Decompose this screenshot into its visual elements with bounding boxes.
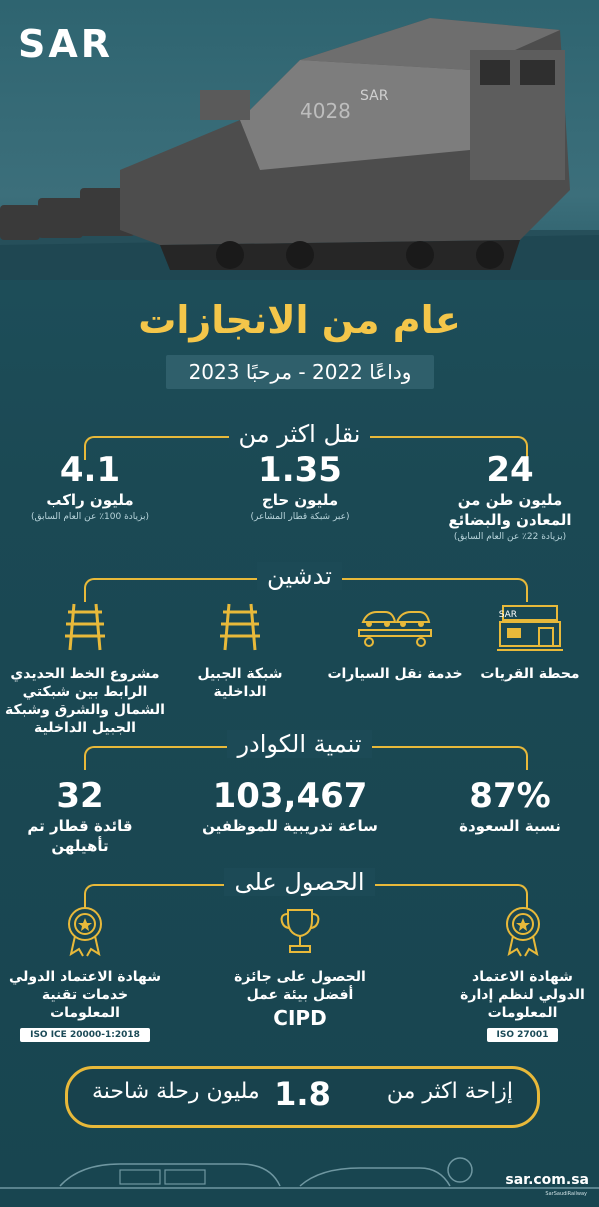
truck-prefix: إزاحة اكثر من [386, 1079, 513, 1104]
loco-number: 4028 [300, 99, 351, 123]
iso-27001-badge: ISO 27001 [487, 1028, 559, 1042]
truck-number: 1.8 [274, 1075, 331, 1113]
certificate-badge-icon [63, 904, 107, 958]
launch-item-rail-link: مشروع الخط الحديدي الرابط بين شبكتي الشمال والشرق وشبكة الجبيل الداخلية [5, 600, 165, 737]
stat-minerals: 24 مليون طن من المعادن والبضائع (بزيادة 22٪ عن العام السابق) [448, 450, 572, 542]
stat-saudization: 87% نسبة السعودة [459, 776, 561, 835]
page-title: عام من الانجازات [138, 298, 461, 342]
cipd-label: CIPD [273, 1006, 327, 1030]
certificate-badge-icon [501, 904, 545, 958]
stat-passengers: 4.1 مليون راكب (بزيادة 100٪ عن العام السابق) [30, 450, 150, 522]
sar-logo: SAR [18, 22, 114, 66]
stat-training-hours: 103,467 ساعة تدريبية للموظفين [202, 776, 378, 835]
launch-item-jubail-network: شبكة الجبيل الداخلية [170, 600, 310, 701]
launch-item-car-service: خدمة نقل السيارات [325, 600, 465, 683]
obtain-section-label: الحصول على [0, 868, 599, 896]
truck-suffix: مليون رحلة شاحنة [92, 1079, 260, 1104]
truck-trips-highlight [65, 1066, 540, 1128]
rail-track-icon [60, 600, 110, 655]
page-subtitle: وداعًا 2022 - مرحبًا 2023 [166, 355, 434, 389]
rail-track-icon [215, 600, 265, 655]
award-iso20000: شهادة الاعتماد الدولي خدمات تقنية المعلومات ISO ICE 20000-1:2018 [5, 904, 165, 1042]
iso-20000-badge: ISO ICE 20000-1:2018 [20, 1028, 150, 1042]
svg-text:SAR: SAR [498, 610, 517, 620]
launch-section-label: تدشين [0, 562, 599, 590]
car-carrier-icon [355, 600, 435, 655]
stat-pilgrims: 1.35 مليون حاج (عبر شبكة قطار المشاعر) [250, 450, 350, 522]
launch-item-station: SAR محطة القريات [465, 600, 595, 683]
footer-website[interactable]: sar.com.sa [505, 1172, 589, 1188]
svg-text:SAR: SAR [360, 88, 389, 104]
award-cipd: الحصول على جائزة أفضل بيئة عمل CIPD [225, 904, 375, 1030]
award-iso27001: شهادة الاعتماد الدولي لنظم إدارة المعلومات ISO 27001 [450, 904, 595, 1042]
station-icon [495, 600, 565, 655]
footer-social-handle: SarSaudiRailway [545, 1191, 587, 1197]
staff-section-label: تنمية الكوادر [0, 730, 599, 758]
stat-female-drivers: 32 قائدة قطار تم تأهيلهن [27, 776, 133, 855]
hero-banner [0, 0, 599, 280]
transport-section-label: نقل اكثر من [0, 420, 599, 448]
trophy-icon [278, 904, 322, 958]
